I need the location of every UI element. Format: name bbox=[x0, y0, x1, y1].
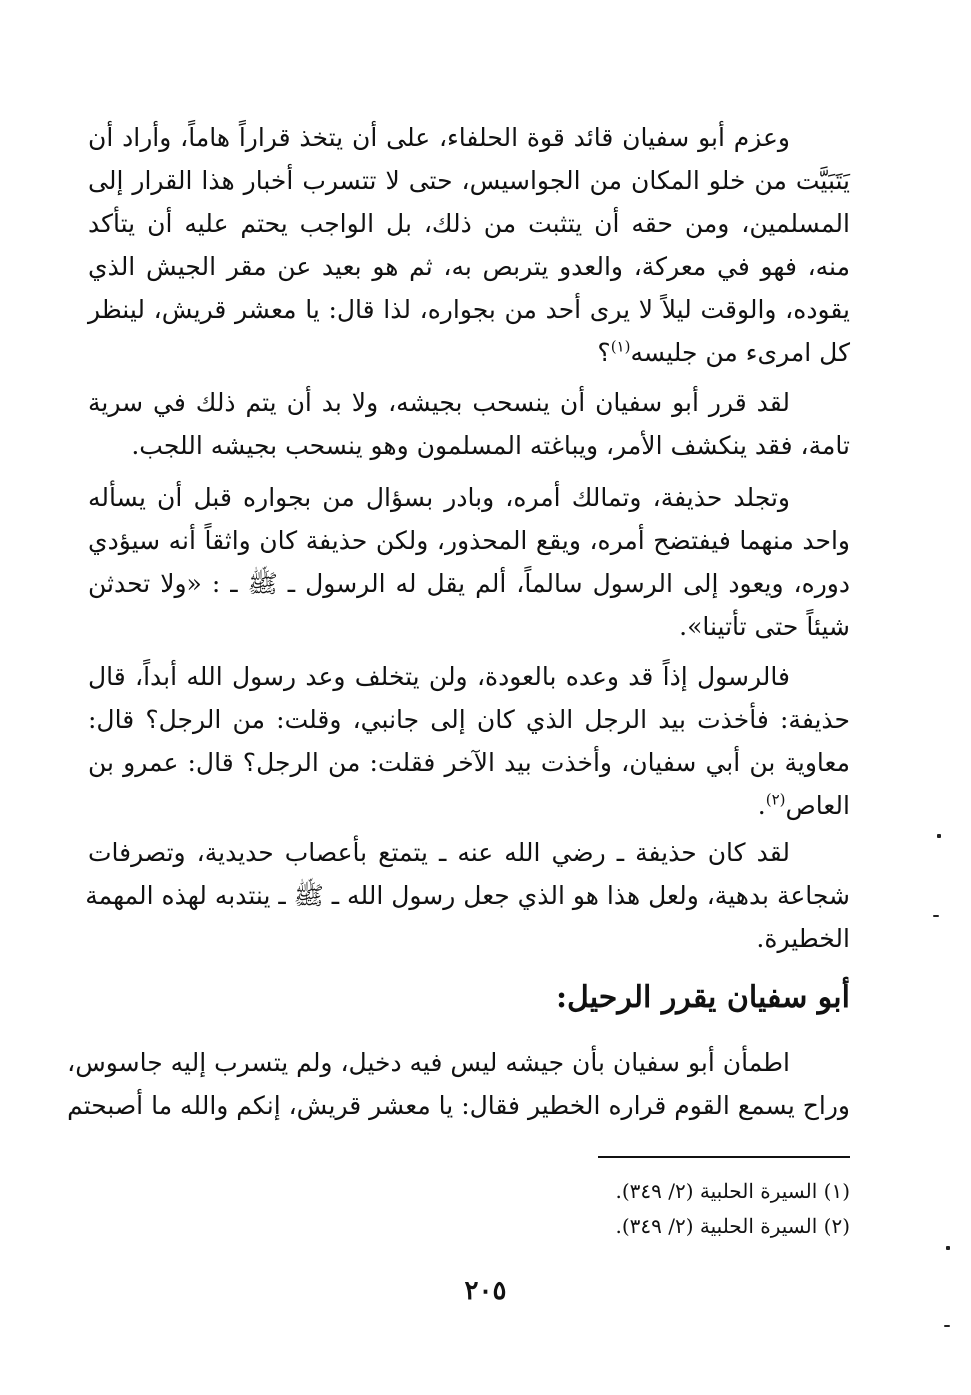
paragraph-line: وتجلد حذيفة، وتمالك أمره، وبادر بسؤال من بجواره قبل أن يسأله bbox=[88, 483, 790, 512]
paragraph-3 bbox=[88, 476, 850, 648]
paragraph-text: ؟ bbox=[597, 338, 611, 367]
footnote-1: (١) السيرة الحلبية (٢/ ٣٤٩). bbox=[615, 1179, 850, 1203]
paragraph-line: شجاعة بدهية، ولعل هذا هو الذي جعل رسول الله ـ ﷺ ـ ينتدبه لهذه المهمة bbox=[85, 881, 850, 910]
paragraph-line: يقوده، والوقت ليلاً لا يرى أحد من بجواره، لذا قال: يا معشر قريش، لينظر bbox=[88, 295, 850, 324]
paragraph-line: وعزم أبو سفيان قائد قوة الحلفاء، على أن يتخذ قراراً هاماً، وأراد أن bbox=[88, 123, 790, 152]
footnote-2: (٢) السيرة الحلبية (٢/ ٣٤٩). bbox=[615, 1214, 850, 1238]
paragraph-after-heading bbox=[67, 1041, 850, 1127]
paragraph-line: دوره، ويعود إلى الرسول سالماً، ألم يقل له الرسول ـ ﷺ ـ : «ولا تحدثن bbox=[88, 569, 850, 598]
paragraph-line: معاوية بن أبي سفيان، وأخذت بيد الآخر فقلت: من الرجل؟ قال: عمرو بن bbox=[88, 748, 850, 777]
paragraph-line: اطمأن أبو سفيان بأن جيشه ليس فيه دخيل، ولم يتسرب إليه جاسوس، bbox=[67, 1048, 790, 1077]
section-heading: أبو سفيان يقرر الرحيل: bbox=[555, 980, 850, 1015]
paragraph-text: . bbox=[757, 791, 766, 820]
paragraph-line: لقد كان حذيفة ـ رضي الله عنه ـ يتمتع بأعصاب حديدية، وتصرفات bbox=[88, 838, 790, 867]
paragraph-line: المسلمين، ومن حقه أن يتثبت من ذلك، بل الواجب يحتم عليه أن يتأكد bbox=[88, 209, 850, 238]
footnote-divider bbox=[598, 1156, 850, 1158]
paragraph-line: يَتَبَيَّت من خلو المكان من الجواسيس، حتى لا تتسرب أخبار هذا القرار إلى bbox=[88, 166, 850, 195]
paragraph-line: الخطيرة. bbox=[756, 924, 850, 953]
scan-speck bbox=[946, 1246, 950, 1250]
paragraph-line: منه، فهو في معركة، والعدو يتربص به، ثم هو بعيد عن مقر الجيش الذي bbox=[88, 252, 850, 281]
paragraph-line: لقد قرر أبو سفيان أن ينسحب بجيشه، ولا بد أن يتم ذلك في سرية bbox=[88, 388, 790, 417]
paragraph-line: شيئاً حتى تأتينا». bbox=[679, 612, 850, 641]
paragraph-line bbox=[88, 331, 850, 374]
paragraph-text: كل امرىء من جليسه bbox=[630, 338, 850, 367]
paragraph-2 bbox=[88, 381, 850, 467]
paragraph-line: فالرسول إذاً قد وعده بالعودة، ولن يتخلف وعد رسول الله أبداً، قال bbox=[88, 662, 790, 691]
footnote-marker: (١) bbox=[610, 337, 631, 356]
paragraph-1 bbox=[88, 116, 850, 374]
scan-speck bbox=[944, 1325, 950, 1327]
paragraph-4 bbox=[88, 655, 850, 827]
paragraph-text: العاص bbox=[785, 791, 850, 820]
paragraph-line: وراح يسمع القوم قراره الخطير فقال: يا معشر قريش، إنكم والله ما أصبحتم bbox=[67, 1091, 850, 1120]
paragraph-line: تامة، فقد ينكشف الأمر، ويباغته المسلمون وهو ينسحب بجيشه اللجب. bbox=[131, 431, 850, 460]
paragraph-5 bbox=[85, 831, 850, 960]
scan-speck bbox=[933, 915, 939, 917]
paragraph-line: حذيفة: فأخذت بيد الرجل الذي كان إلى جانبي، وقلت: من الرجل؟ قال: bbox=[88, 705, 850, 734]
paragraph-line: واحد منهما فيفتضح أمره، ويقع المحذور، ولكن حذيفة كان واثقاً أنه سيؤدي bbox=[88, 526, 850, 555]
paragraph-line bbox=[88, 784, 850, 827]
page-number: ٢٠٥ bbox=[464, 1276, 507, 1306]
scan-speck bbox=[937, 834, 941, 838]
footnote-marker: (٢) bbox=[765, 790, 786, 809]
